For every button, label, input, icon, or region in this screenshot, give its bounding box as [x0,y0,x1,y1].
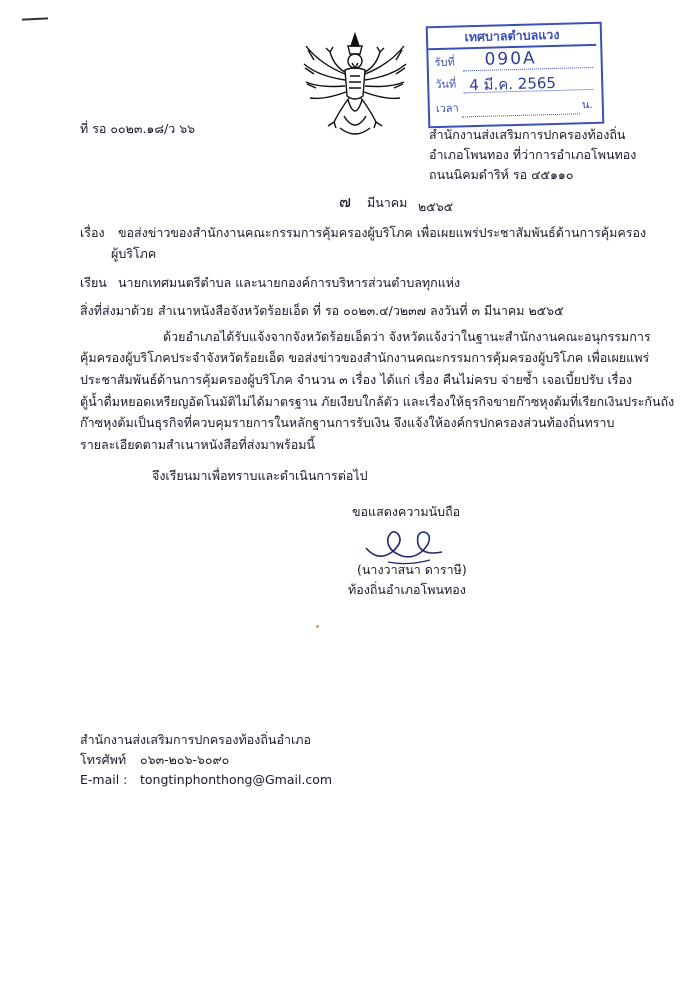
enclosure-label: สิ่งที่ส่งมาด้วย [80,303,154,318]
body-line-4: ตู้น้ำดื่มหยอดเหรียญอัตโนมัติไม่ได้มาตรฐาน ภัยเงียบใกล้ตัว และเรื่องให้ธุรกิจขายก๊าซหุงต้มที่เรียกเงินประกันถัง [80,394,675,409]
footer-office: สำนักงานส่งเสริมการปกครองท้องถิ่นอำเภอ [80,732,312,747]
body-line-2: คุ้มครองผู้บริโภคประจำจังหวัดร้อยเอ็ด ขอส่งข่าวของสำนักงานคณะกรรมการคุ้มครองผู้บริโภค เพื่อเผยแพร่ [80,350,650,365]
stamp-date-label: วันที่ [435,77,457,92]
enclosure-text: สำเนาหนังสือจังหวัดร้อยเอ็ด ที่ รอ ๐๐๒๓.๔/ว๒๓๗ ลงวันที่ ๓ มีนาคม ๒๕๖๕ [158,303,564,318]
stamp-organization: เทศบาลตำบลแวง [428,24,597,50]
stamp-date-value: 4 มี.ค. 2565 [469,73,557,95]
stamp-receive-number: 090A [484,48,537,70]
issuer-line-3: ถนนนิคมดำริห์ รอ ๔๕๑๑๐ [429,167,574,182]
body-line-6: รายละเอียดตามสำเนาหนังสือที่ส่งมาพร้อมนี้ [80,437,316,452]
corner-pen-mark [22,17,48,20]
paper-speck [316,625,319,628]
footer-phone: ๐๖๓-๒๐๖-๖๐๙๐ [140,752,230,767]
signer-position: ท้องถิ่นอำเภอโพนทอง [348,582,466,597]
stamp-time-label: เวลา [435,101,459,116]
subject-line-1: ขอส่งข่าวของสำนักงานคณะกรรมการคุ้มครองผู้บริโภค เพื่อเผยแพร่ประชาสัมพันธ์ด้านการคุ้มครอง [118,225,647,240]
footer-phone-label: โทรศัพท์ [80,752,127,767]
stamp-time-suffix: น. [581,97,593,112]
issuer-line-2: อำเภอโพนทอง ที่ว่าการอำเภอโพนทอง [429,147,637,162]
stamp-receive-label: รับที่ [434,55,455,70]
date-month: มีนาคม [367,195,408,210]
recipient-text: นายกเทศมนตรีตำบล และนายกองค์การบริหารส่วนตำบลทุกแห่ง [118,275,461,290]
subject-label: เรื่อง [80,225,105,240]
body-line-3: ประชาสัมพันธ์ด้านการคุ้มครองผู้บริโภค จำนวน ๓ เรื่อง ได้แก่ เรื่อง คืนไม่ครบ จ่ายซ้ำ เจอเบี้ยปรับ เรื่อง [80,372,633,387]
date-day: ๗ [339,192,352,211]
signer-name: (นางวาสนา ดาราษี) [357,562,467,577]
date-year: ๒๕๖๕ [418,199,454,214]
footer-email-label: E-mail : [80,772,128,787]
subject-line-2: ผู้บริโภค [111,246,157,261]
document-number: ที่ รอ ๐๐๒๓.๑๘/ว ๖๖ [80,121,196,136]
recipient-label: เรียน [80,275,107,290]
signature-closing: ขอแสดงความนับถือ [352,504,461,519]
issuer-line-1: สำนักงานส่งเสริมการปกครองท้องถิ่น [429,127,626,142]
body-line-5: ก๊าซหุงต้มเป็นธุรกิจที่ควบคุมรายการในหลักฐานการรับเงิน จึงแจ้งให้องค์กรปกครองส่วนท้องถิ่นทราบ [80,415,615,430]
garuda-emblem-icon [300,30,410,140]
receiving-stamp [426,22,605,129]
body-line-1: ด้วยอำเภอได้รับแจ้งจากจังหวัดร้อยเอ็ดว่า จังหวัดแจ้งว่าในฐานะสำนักงานคณะอนุกรรมการ [163,329,651,344]
footer-email: tongtinphonthong@Gmail.com [140,772,333,787]
stamp-time-dots [462,112,580,117]
closing-request: จึงเรียนมาเพื่อทราบและดำเนินการต่อไป [152,468,368,483]
